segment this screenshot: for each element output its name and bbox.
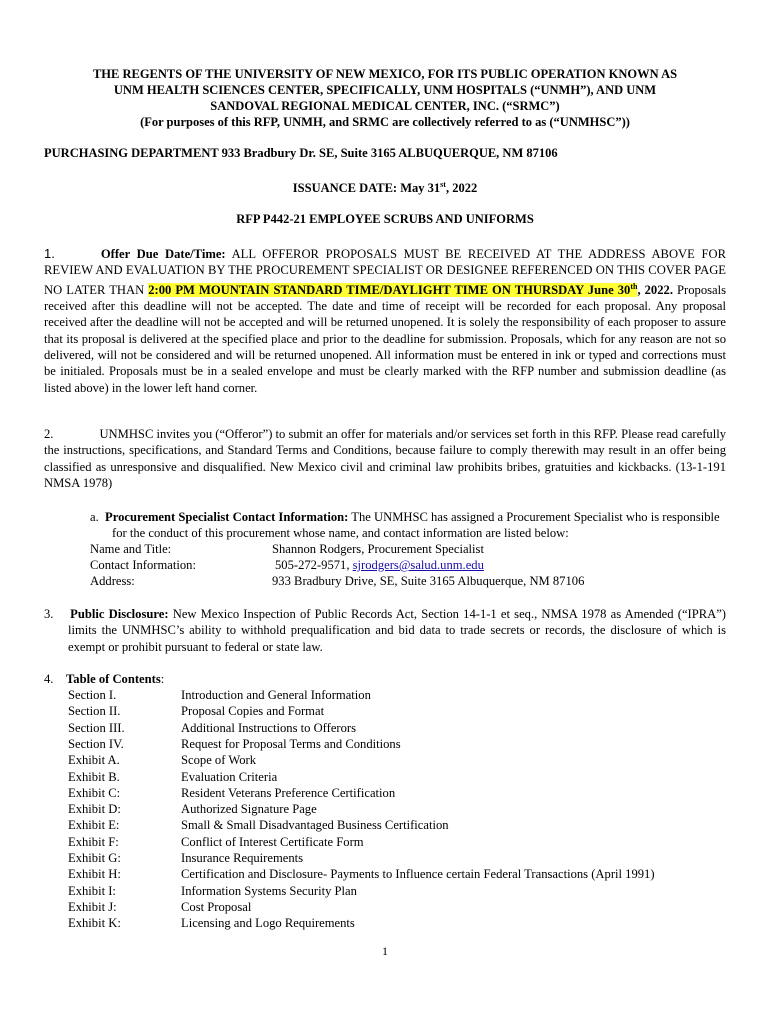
page-number: 1	[382, 944, 388, 958]
toc-item-title: Insurance Requirements	[181, 851, 304, 865]
issuance-label: ISSUANCE DATE:	[292, 181, 398, 196]
toc-item-id: Exhibit D:	[68, 802, 121, 817]
toc-item-id: Exhibit J:	[68, 899, 117, 914]
toc-item-title: Request for Proposal Terms and Conditions	[181, 736, 401, 751]
toc-item-id: Exhibit I:	[68, 883, 116, 898]
toc-item-id: Exhibit C:	[68, 785, 121, 800]
header-line-2: UNM HEALTH SCIENCES CENTER, SPECIFICALLY, UNM HOSPITALS (“UNMH”), AND UNM	[113, 83, 657, 97]
toc-item-title: Small & Small Disadvantaged Business Certification	[181, 818, 449, 833]
toc-item-title: Introduction and General Information	[181, 688, 371, 702]
toc-item-title: Proposal Copies and Format	[181, 704, 325, 719]
contact-heading: Procurement Specialist Contact Information:	[105, 510, 349, 524]
section-1-text-b: Proposals received after this deadline will not be accepted. The date and time of receipt will be recorded for each proposal. Any proposal received after the deadline will not be accepted and will be returned unopened. It is solely the responsibility of each proposer to assure that its proposal is delivered at the specified place and prior to the deadline for submission. Proposals, which for any reason are not so delivered, will not be considered and will be returned unopened. All information must be entered in ink or typed and corrections must be initialed. Proposals must be in a sealed envelope and must be clearly marked with the RFP number and submission deadline (as listed above) in the lower left hand corner.	[44, 282, 727, 395]
contact-label: Contact Information:	[90, 558, 196, 572]
section-4-heading-row	[44, 671, 726, 687]
deadline-year: , 2022.	[637, 282, 673, 297]
toc-item-id: Section III.	[68, 720, 125, 735]
section-2	[44, 426, 726, 491]
section-1	[44, 246, 726, 396]
name-value: Shannon Rodgers, Procurement Specialist	[272, 542, 484, 556]
address-label: Address:	[90, 574, 135, 588]
issuance-date-value: May 31	[400, 181, 441, 196]
issuance-year: , 2022	[445, 181, 478, 196]
section-3-number: 3.	[44, 607, 54, 621]
toc-item-title: Cost Proposal	[181, 899, 252, 914]
toc-item-id: Section IV.	[68, 736, 124, 751]
toc-item-id: Section I.	[68, 688, 117, 702]
contact-info-paragraph	[90, 509, 726, 542]
header-line-3: SANDOVAL REGIONAL MEDICAL CENTER, INC. (“SRMC”)	[210, 99, 560, 113]
deadline-sup: th	[630, 281, 638, 291]
purchasing-address: 933 Bradbury Dr. SE, Suite 3165 ALBUQUERQUE, NM 87106	[221, 146, 558, 160]
section-1-heading: Offer Due Date/Time:	[100, 247, 226, 261]
toc-heading: Table of Contents	[66, 672, 161, 686]
issuance-date-sup: st	[440, 180, 446, 189]
toc-item-id: Exhibit K:	[68, 916, 121, 931]
toc-item-id: Exhibit E:	[68, 818, 120, 833]
email-link[interactable]: sjrodgers@salud.unm.edu	[352, 558, 484, 572]
section-1-number: 1.	[44, 246, 55, 261]
toc-item-title: Information Systems Security Plan	[181, 883, 357, 898]
purchasing-label: PURCHASING DEPARTMENT	[44, 146, 219, 160]
header-line-1: THE REGENTS OF THE UNIVERSITY OF NEW MEXICO, FOR ITS PUBLIC OPERATION KNOWN AS	[92, 67, 678, 81]
toc-item-id: Exhibit A.	[68, 753, 120, 768]
contact-text: The UNMHSC has assigned a Procurement Specialist who is responsible for the conduct of this procurement whose name, and contact information are listed below:	[112, 510, 720, 541]
phone-value: 505-272-9571,	[275, 558, 353, 572]
toc-item-title: Authorized Signature Page	[181, 802, 317, 817]
deadline-highlight	[148, 283, 637, 297]
toc-item-id: Exhibit G:	[68, 851, 121, 865]
toc-item-title: Additional Instructions to Offerors	[181, 720, 357, 735]
rfp-title: RFP P442-21 EMPLOYEE SCRUBS AND UNIFORMS	[236, 212, 534, 226]
issuance-date	[44, 180, 726, 196]
toc-item-title: Resident Veterans Preference Certification	[181, 785, 396, 800]
section-4-number: 4.	[44, 672, 54, 686]
toc-item-id: Exhibit B.	[68, 769, 120, 784]
toc-item-id: Section II.	[68, 704, 121, 719]
section-3	[44, 606, 726, 655]
name-label: Name and Title:	[90, 542, 172, 556]
toc-item-title: Licensing and Logo Requirements	[181, 916, 355, 931]
toc-item-id: Exhibit F:	[68, 834, 119, 849]
section-2-number: 2.	[44, 427, 54, 441]
section-3-text: New Mexico Inspection of Public Records Act, Section 14-1-1 et seq., NMSA 1978 as Amended (“IPRA”) limits the UNMHSC’s ability to withhold prequalification and bid data to trade secrets or records, the disclosure of which is exempt or prohibit pursuant to federal or state law.	[68, 607, 727, 654]
deadline-text: 2:00 PM MOUNTAIN STANDARD TIME/DAYLIGHT TIME ON THURSDAY June 30	[148, 282, 631, 297]
purchasing-department	[44, 146, 558, 161]
contact-letter: a.	[90, 510, 99, 524]
toc-item-title: Certification and Disclosure- Payments to Influence certain Federal Transactions (April 1991)	[181, 867, 655, 882]
header-line-4: (For purposes of this RFP, UNMH, and SRMC are collectively referred to as (“UNMHSC”))	[140, 115, 630, 129]
section-1-text-a: ALL OFFEROR PROPOSALS MUST BE RECEIVED AT THE ADDRESS ABOVE FOR REVIEW AND EVALUATION BY THE PROCUREMENT SPECIALIST OR DESIGNEE REFERENCED ON THIS COVER PAGE NO LATER THAN	[44, 247, 726, 297]
toc-item-id: Exhibit H:	[68, 867, 121, 882]
section-3-heading: Public Disclosure:	[70, 607, 169, 621]
toc-item-title: Conflict of Interest Certificate Form	[181, 834, 364, 849]
section-2-text: UNMHSC invites you (“Offeror”) to submit an offer for materials and/or services set forth in this RFP. Please read carefully the instructions, specifications, and Standard Terms and Conditions, because failure to comply therewith may result in an offer being classified as unresponsive and disqualified. New Mexico civil and criminal law prohibits bribes, gratuities and kickbacks. (13-1-191 NMSA 1978)	[44, 427, 726, 490]
toc-item-title: Evaluation Criteria	[181, 769, 278, 784]
address-value: 933 Bradbury Drive, SE, Suite 3165 Albuquerque, NM 87106	[272, 574, 585, 588]
toc-colon: :	[160, 672, 165, 686]
toc-item-title: Scope of Work	[181, 753, 257, 768]
contact-value	[275, 557, 484, 573]
